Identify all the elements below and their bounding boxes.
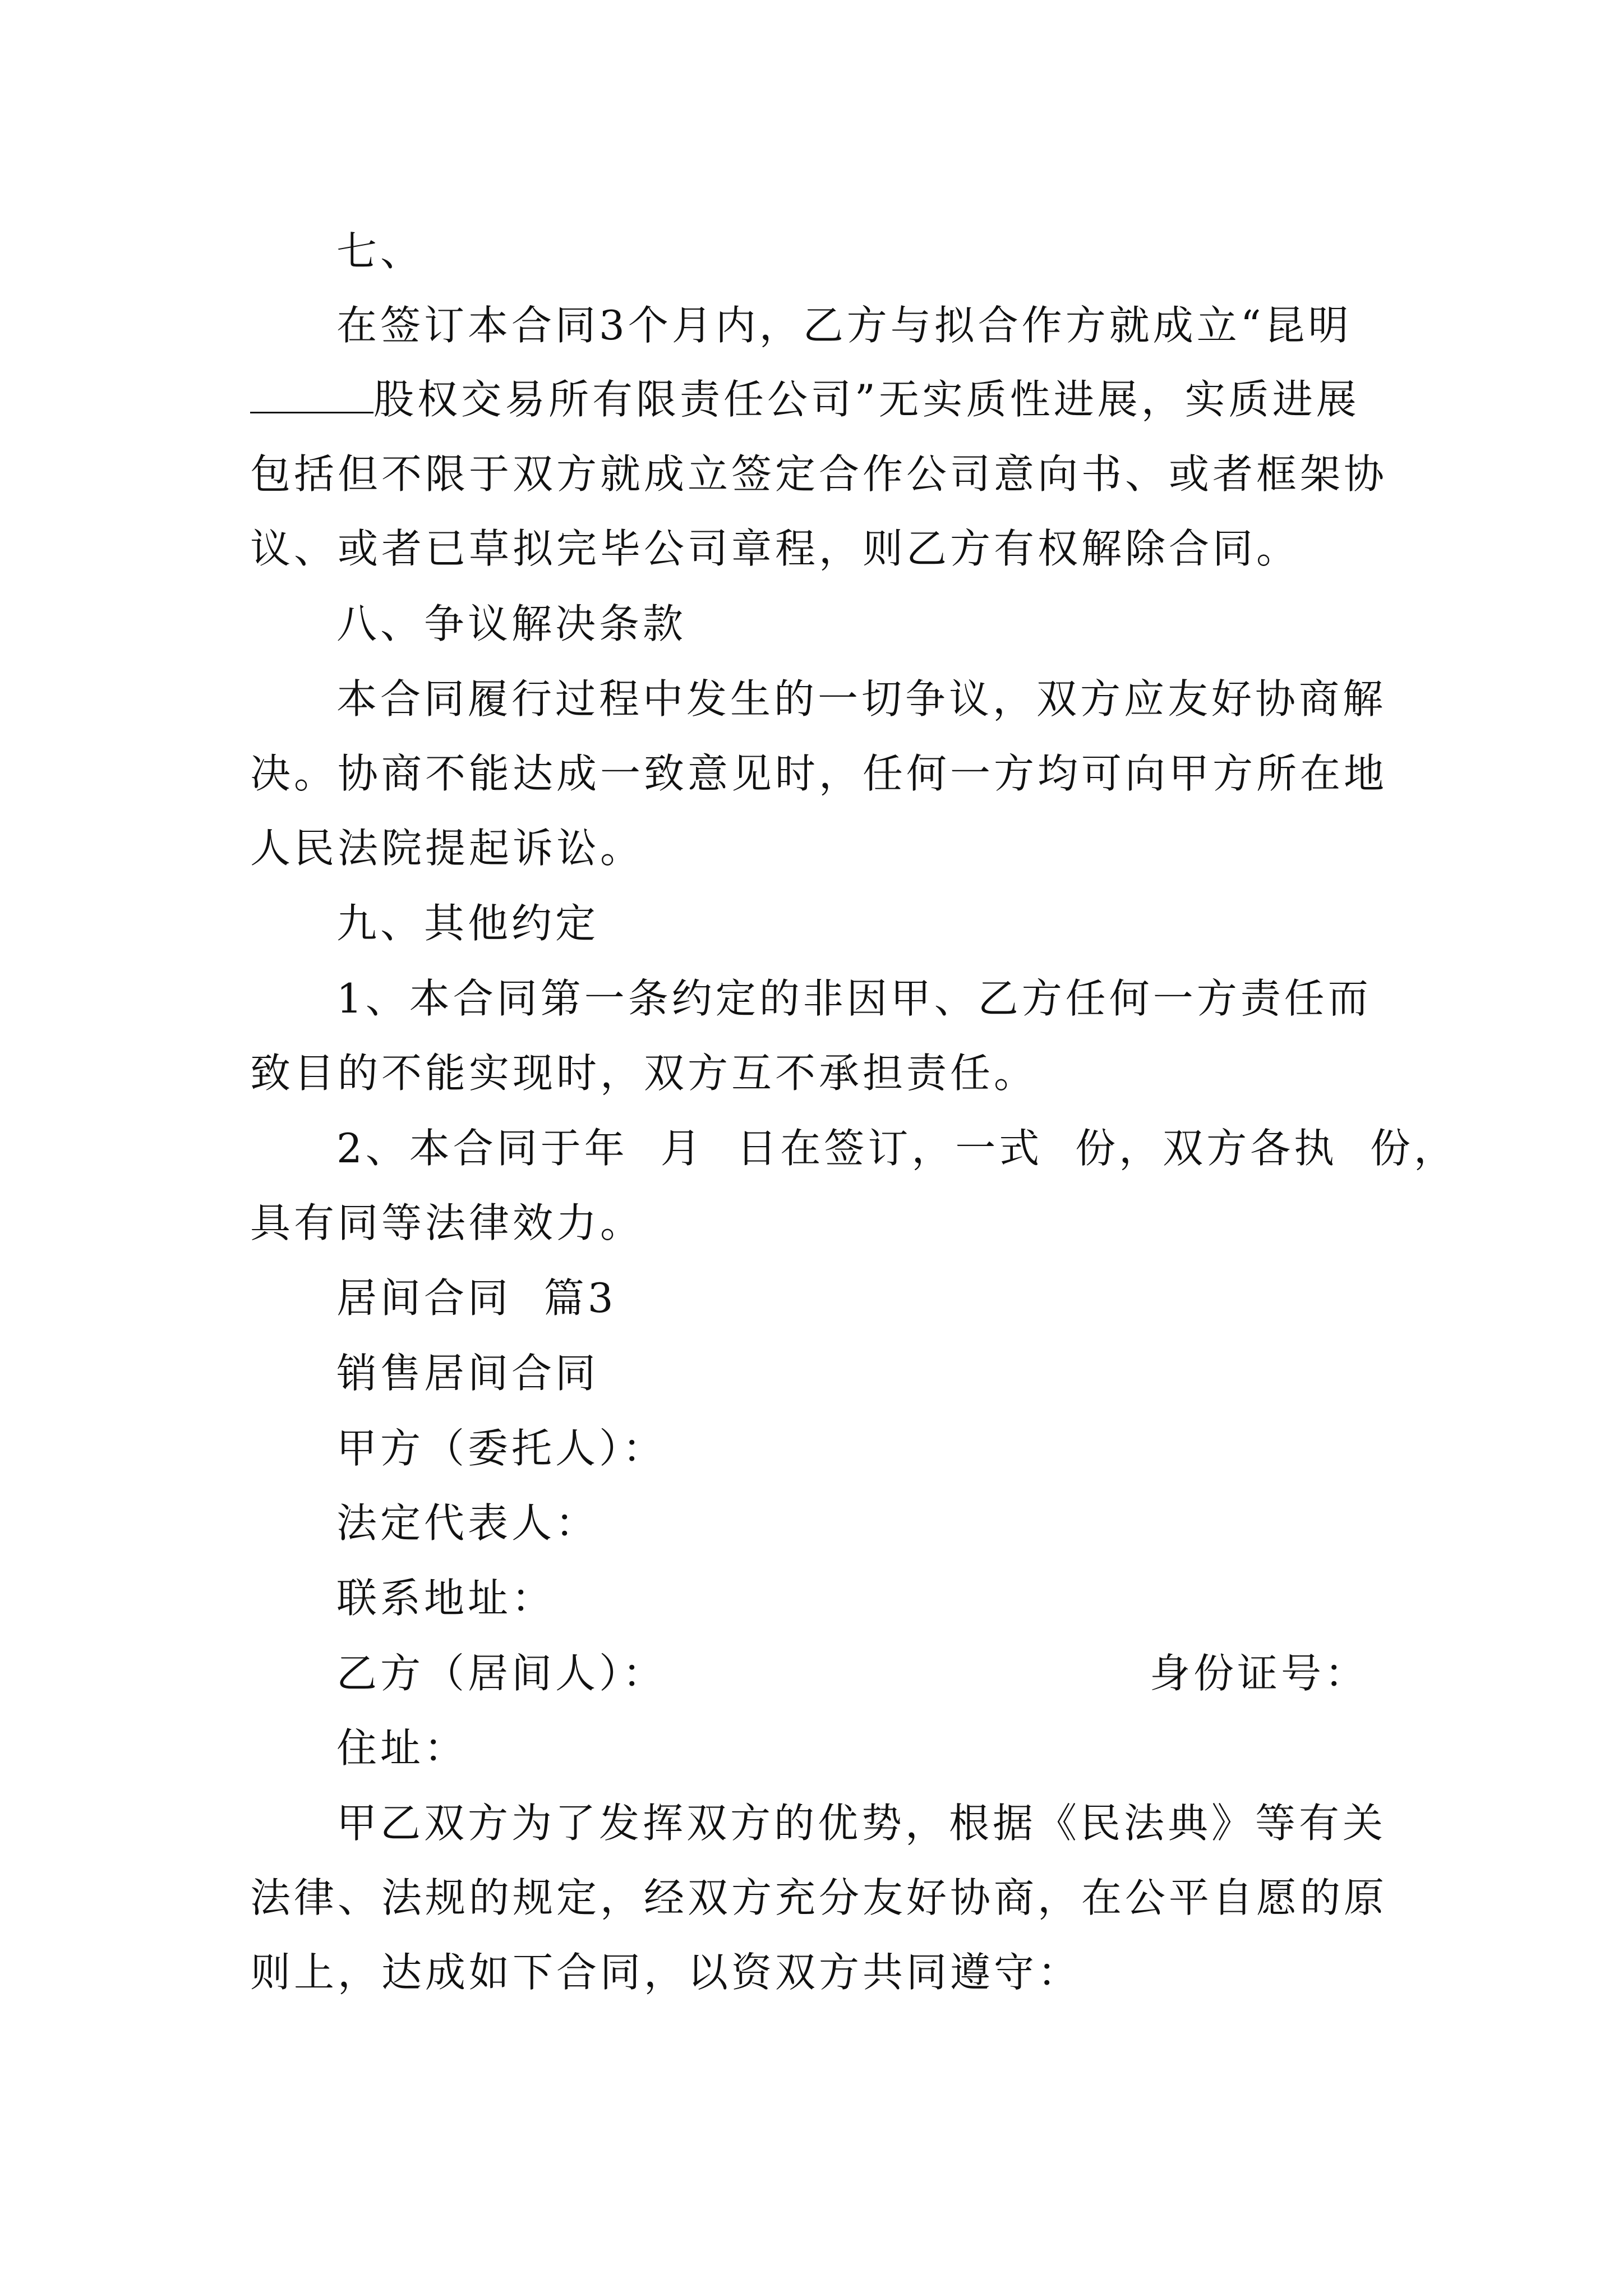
- part-3-title: 居间合同 篇3: [336, 1274, 617, 1322]
- section-9-heading: 九、其他约定: [336, 900, 600, 947]
- section-7-paragraph-line-1: 在签订本合同3个月内，乙方与拟合作方就成立“昆明: [336, 302, 1352, 349]
- section-7-heading: 七、: [336, 228, 425, 275]
- party-a-field: 甲方（委托人）：: [336, 1425, 667, 1472]
- section-8-heading: 八、争议解决条款: [336, 600, 687, 647]
- contact-address-field: 联系地址：: [336, 1575, 556, 1622]
- fill-in-blank: [250, 371, 374, 413]
- section-7-paragraph-line-2-text: 股权交易所有限责任公司”无实质性进展，实质进展: [374, 376, 1360, 423]
- preamble-line-3: 则上，达成如下合同，以资双方共同遵守：: [250, 1949, 1082, 1996]
- section-9-item-2-line-1: 2、本合同于年 月 日在签订，一式 份，双方各执 份，: [336, 1125, 1458, 1172]
- id-number-field: 身份证号：: [1150, 1650, 1369, 1697]
- contract-title: 销售居间合同: [336, 1350, 600, 1397]
- section-7-paragraph-line-3: 包括但不限于双方就成立签定合作公司意向书、或者框架协: [250, 450, 1388, 498]
- section-8-paragraph-line-1: 本合同履行过程中发生的一切争议，双方应友好协商解: [336, 675, 1387, 723]
- party-b-field: 乙方（居间人）：: [336, 1650, 667, 1697]
- section-7-paragraph-line-4: 议、或者已草拟完毕公司章程，则乙方有权解除合同。: [250, 525, 1301, 572]
- residence-field: 住址：: [336, 1724, 468, 1772]
- section-8-paragraph-line-2: 决。协商不能达成一致意见时，任何一方均可向甲方所在地: [250, 750, 1388, 797]
- section-8-paragraph-line-3: 人民法院提起诉讼。: [250, 825, 644, 872]
- section-7-paragraph-line-2: [250, 371, 1360, 427]
- section-9-item-1-line-2: 致目的不能实现时，双方互不承担责任。: [250, 1050, 1038, 1097]
- section-9-item-2-line-2: 具有同等法律效力。: [250, 1199, 644, 1246]
- preamble-line-2: 法律、法规的规定，经双方充分友好协商，在公平自愿的原: [250, 1874, 1388, 1921]
- preamble-line-1: 甲乙双方为了发挥双方的优势，根据《民法典》等有关: [336, 1800, 1387, 1847]
- legal-representative-field: 法定代表人：: [336, 1499, 600, 1547]
- section-9-item-1-line-1: 1、本合同第一条约定的非因甲、乙方任何一方责任而: [336, 975, 1372, 1022]
